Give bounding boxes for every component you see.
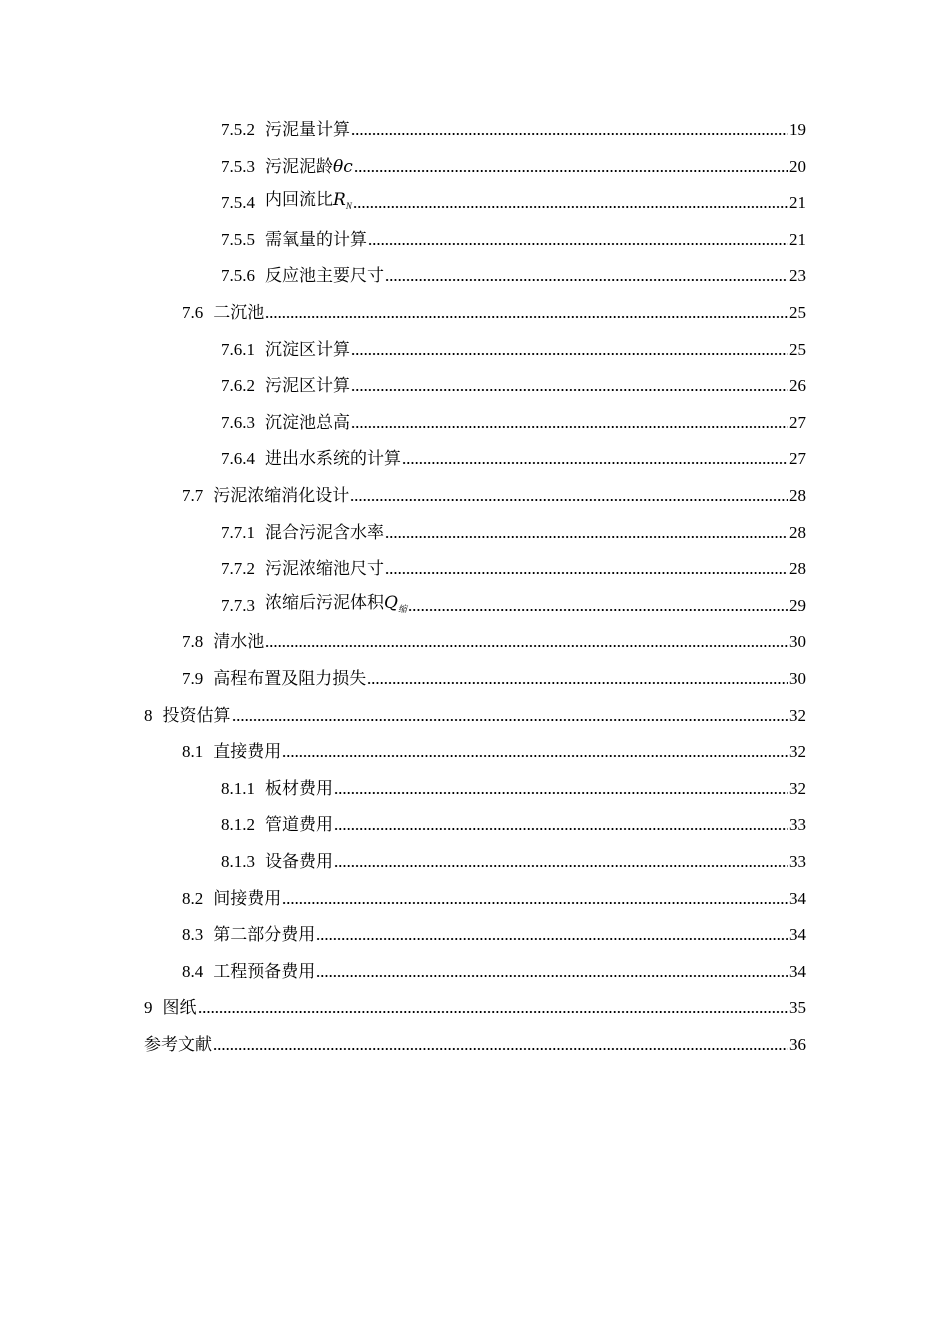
toc-entry-title: [265, 222, 367, 258]
toc-entry[interactable]: [221, 515, 806, 551]
toc-entry-page-number: 36: [789, 1035, 806, 1054]
toc-entry-number: 7.6: [182, 303, 204, 322]
dot-leader: [232, 715, 789, 725]
toc-entry-title: [163, 990, 197, 1026]
toc-entry-title-text: 直接费用: [213, 742, 282, 762]
toc-entry-page-number: 35: [789, 998, 806, 1018]
toc-entry[interactable]: [221, 405, 806, 441]
dot-leader: [351, 349, 788, 359]
dot-leader: [351, 129, 788, 139]
toc-entry-title: [265, 332, 350, 368]
dot-leader: [265, 641, 788, 651]
toc-entry-page-number: 32: [789, 742, 806, 762]
toc-entry-page-number: 29: [789, 595, 806, 615]
dot-leader: [213, 1044, 788, 1054]
toc-entry-number: 7.7.2: [221, 559, 255, 579]
toc-entry-title-text: 图纸: [162, 998, 197, 1018]
dot-leader: [385, 532, 788, 542]
toc-entry-number: 8.1: [182, 742, 204, 762]
dot-leader: [385, 568, 788, 578]
dot-leader: [351, 422, 788, 432]
toc-entry-number: 8.1.3: [221, 852, 255, 871]
toc-entry[interactable]: [221, 149, 806, 185]
toc-entry-page-number: 30: [789, 632, 806, 652]
toc-entry-title: [163, 698, 231, 734]
toc-entry-page-number: 28: [789, 486, 806, 505]
dot-leader: [198, 1007, 789, 1017]
toc-entry[interactable]: [182, 478, 806, 514]
toc-entry-page-number: 23: [789, 266, 806, 286]
toc-entry-math-symbol: Q: [384, 592, 398, 613]
toc-entry-number: 7.5.5: [221, 229, 255, 249]
toc-entry[interactable]: [182, 917, 806, 953]
toc-entry-page-number: 25: [789, 303, 806, 322]
toc-entry-page-number: 32: [789, 778, 806, 798]
toc-entry[interactable]: [221, 551, 806, 587]
toc-entry-page-number: 20: [789, 156, 806, 176]
toc-entry[interactable]: [182, 661, 806, 697]
toc-entry[interactable]: [182, 881, 806, 917]
toc-entry-title-text: 浓缩后污泥体积: [265, 592, 384, 612]
toc-entry-number: 8.4: [182, 961, 204, 981]
toc-entry-title: [265, 112, 350, 148]
toc-entry-page-number: 33: [789, 815, 806, 835]
toc-entry-title: [265, 368, 350, 404]
dot-leader: [282, 898, 788, 908]
toc-entry-page-number: 21: [789, 193, 806, 213]
toc-entry-title: [265, 149, 353, 185]
toc-entry-title-text: 污泥泥龄: [265, 156, 333, 176]
dot-leader: [350, 495, 788, 505]
toc-entry-page-number: 34: [789, 888, 806, 908]
toc-entry-number: 7.7: [182, 486, 204, 505]
toc-entry-title-text: 二沉池: [213, 303, 265, 322]
toc-entry[interactable]: [144, 990, 806, 1026]
toc-entry[interactable]: [221, 368, 806, 404]
toc-entry-page-number: 34: [789, 925, 806, 945]
toc-entry-title-text: 污泥浓缩消化设计: [213, 486, 350, 505]
toc-entry-title: [144, 1027, 212, 1063]
toc-entry[interactable]: [221, 588, 806, 624]
dot-leader: [408, 605, 788, 615]
toc-entry-title: [265, 182, 352, 224]
dot-leader: [334, 824, 788, 834]
toc-entry-title-text: 设备费用: [265, 852, 333, 871]
toc-entry-title: [265, 515, 384, 551]
dot-leader: [402, 458, 788, 468]
toc-entry-number: 7.5.3: [221, 156, 255, 176]
toc-entry-title: [213, 734, 281, 770]
toc-entry-number: 8.1.2: [221, 815, 255, 835]
toc-entry-title-text: 污泥浓缩池尺寸: [265, 559, 384, 579]
toc-entry-page-number: 28: [789, 522, 806, 542]
toc-entry-title: [265, 585, 407, 627]
toc-entry-title-text: 管道费用: [265, 815, 333, 835]
toc-entry-number: 7.7.1: [221, 522, 255, 542]
toc-entry[interactable]: [221, 222, 806, 258]
toc-entry[interactable]: [221, 185, 806, 221]
toc-entry-number: 8.1.1: [221, 778, 255, 798]
toc-entry-title: [213, 295, 264, 331]
toc-entry-title-text: 板材费用: [265, 778, 333, 798]
toc-entry-title: [213, 881, 281, 917]
dot-leader: [282, 751, 788, 761]
toc-entry[interactable]: [221, 332, 806, 368]
toc-entry-page-number: 26: [789, 376, 806, 396]
toc-entry-title: [265, 844, 333, 880]
toc-entry-title-text: 高程布置及阻力损失: [213, 669, 367, 688]
toc-entry-title: [265, 441, 401, 477]
toc-entry-number: 7.6.1: [221, 339, 255, 359]
toc-entry-number: 8.2: [182, 888, 204, 908]
toc-entry-page-number: 27: [789, 449, 806, 469]
toc-entry-number: 7.5.2: [221, 120, 255, 139]
toc-entry[interactable]: [182, 295, 806, 331]
toc-entry[interactable]: [182, 954, 806, 990]
toc-entry-math-subscript: 缩: [397, 603, 407, 614]
toc-entry[interactable]: [221, 807, 806, 843]
toc-entry-number: 7.6.2: [221, 376, 255, 396]
toc-entry-title: [265, 771, 333, 807]
toc-entry[interactable]: [221, 258, 806, 294]
dot-leader: [351, 385, 788, 395]
dot-leader: [316, 971, 788, 981]
toc-entry-title-text: 参考文献: [144, 1035, 212, 1054]
toc-entry-title-text: 沉淀池总高: [265, 412, 350, 432]
toc-entry-number: 9: [144, 998, 153, 1018]
dot-leader: [368, 239, 788, 249]
toc-entry-page-number: 28: [789, 559, 806, 579]
toc-entry-page-number: 32: [789, 705, 806, 725]
toc-entry-title: [213, 954, 315, 990]
toc-entry-math-subscript: N: [345, 201, 352, 212]
toc-entry[interactable]: [144, 1027, 806, 1063]
toc-entry[interactable]: [144, 698, 806, 734]
toc-entry[interactable]: [182, 624, 806, 660]
dot-leader: [353, 202, 788, 212]
toc-entry-page-number: 21: [789, 229, 806, 249]
toc-entry-page-number: 27: [789, 412, 806, 432]
toc-entry-title-text: 污泥区计算: [265, 376, 350, 396]
toc-entry-number: 8.3: [182, 925, 204, 945]
toc-entry-math-symbol: θc: [333, 156, 353, 177]
toc-entry-title-text: 内回流比: [265, 190, 333, 210]
dot-leader: [316, 934, 788, 944]
dot-leader: [367, 678, 788, 688]
toc-entry[interactable]: [182, 734, 806, 770]
toc-entry-title: [213, 661, 366, 697]
toc-entry[interactable]: [221, 771, 806, 807]
toc-entry-title: [213, 917, 315, 953]
toc-entry[interactable]: [221, 844, 806, 880]
toc-entry-number: 7.7.3: [221, 595, 255, 615]
toc-entry-title-text: 沉淀区计算: [265, 339, 350, 359]
toc-entry-title: [213, 624, 264, 660]
toc-entry[interactable]: [221, 112, 806, 148]
dot-leader: [334, 788, 788, 798]
toc-entry-title-text: 间接费用: [213, 888, 282, 908]
toc-entry-number: 7.8: [182, 632, 204, 652]
toc-entry-page-number: 19: [789, 120, 806, 139]
toc-entry-title: [213, 478, 349, 514]
toc-entry-title-text: 进出水系统的计算: [265, 449, 401, 469]
toc-entry-title-text: 第二部分费用: [213, 925, 316, 945]
toc-entry-number: 7.6.3: [221, 412, 255, 432]
toc-entry-title-text: 投资估算: [162, 705, 231, 725]
toc-entry-title-text: 工程预备费用: [213, 961, 316, 981]
toc-entry-number: 7.6.4: [221, 449, 255, 469]
toc-entry-title-text: 需氧量的计算: [265, 229, 367, 249]
toc-entry-page-number: 30: [789, 669, 806, 688]
toc-entry-page-number: 34: [789, 961, 806, 981]
toc-entry[interactable]: [221, 441, 806, 477]
toc-entry-page-number: 33: [789, 852, 806, 871]
toc-entry-math-symbol: R: [333, 190, 346, 211]
toc-entry-page-number: 25: [789, 339, 806, 359]
toc-entry-title: [265, 551, 384, 587]
toc-entry-number: 7.5.6: [221, 266, 255, 286]
toc-entry-title-text: 反应池主要尺寸: [265, 266, 384, 286]
dot-leader: [385, 275, 788, 285]
toc-entry-title-text: 污泥量计算: [265, 120, 350, 139]
toc-entry-title: [265, 258, 384, 294]
toc-entry-title: [265, 807, 333, 843]
dot-leader: [354, 166, 788, 176]
toc-entry-number: 8: [144, 705, 153, 725]
toc-entry-title-text: 混合污泥含水率: [265, 522, 384, 542]
toc-entry-number: 7.5.4: [221, 193, 255, 213]
toc-entry-number: 7.9: [182, 669, 204, 688]
dot-leader: [265, 312, 788, 322]
toc-entry-title: [265, 405, 350, 441]
dot-leader: [334, 861, 788, 871]
toc-entry-title-text: 清水池: [213, 632, 265, 652]
